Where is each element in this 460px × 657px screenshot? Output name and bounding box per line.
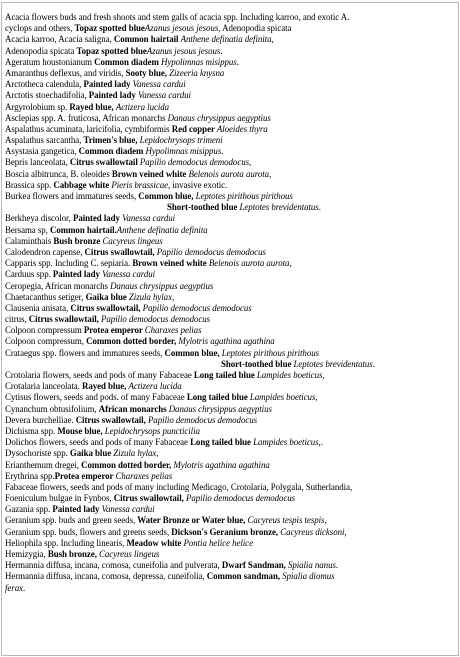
scientific-name: Vanessa cardui bbox=[122, 213, 176, 224]
scientific-name: Papilio demodocus demodocus bbox=[139, 157, 249, 168]
text-line bbox=[5, 482, 457, 493]
plant-text: , bbox=[289, 258, 292, 269]
plant-text: Gazania spp. bbox=[5, 504, 53, 515]
plant-text: Aspalathus sarcantha, bbox=[5, 135, 84, 146]
plant-text: . bbox=[372, 358, 375, 369]
text-line bbox=[5, 202, 457, 213]
common-name: Short-toothed blue bbox=[167, 202, 240, 213]
text-line bbox=[5, 124, 457, 135]
plant-text: Fabaceae flowers, seeds and pods of many including Medicago, Crotolaria, Polygala, Sutherlandia, bbox=[5, 481, 353, 492]
scientific-name: Zizula hylax bbox=[128, 291, 172, 302]
plant-text: , bbox=[249, 157, 252, 168]
text-line bbox=[5, 415, 457, 426]
plant-text: Calaminthais bbox=[5, 235, 54, 246]
text-line bbox=[5, 269, 457, 280]
plant-text: Foeniculum bulgae in Fynbos, bbox=[5, 493, 114, 504]
text-line bbox=[5, 191, 457, 202]
plant-text: Argyrolobium sp. bbox=[5, 101, 70, 112]
text-line bbox=[5, 102, 457, 113]
plant-text: , invasive exotic. bbox=[167, 179, 228, 190]
text-line bbox=[5, 348, 457, 359]
text-line bbox=[5, 370, 457, 381]
plant-text: Burkea flowers and immatures seeds, bbox=[5, 191, 139, 201]
scientific-name: Papilio demodocus demodocus bbox=[142, 302, 252, 313]
plant-text: . bbox=[220, 45, 223, 56]
text-line bbox=[5, 46, 457, 57]
common-name: Common hairtail bbox=[113, 34, 181, 45]
common-name: Rayed blue, bbox=[81, 381, 129, 392]
plant-text: Colpoon compressum, bbox=[5, 336, 87, 347]
scientific-name: Belenois aurota aurota bbox=[188, 168, 270, 179]
common-name: Common hairtail. bbox=[50, 224, 117, 235]
plant-text: Geranium spp. buds and green seeds, bbox=[5, 515, 138, 526]
scientific-name: Pieris brassicae bbox=[111, 179, 168, 190]
plant-text: Calodendron capense, bbox=[5, 246, 85, 257]
scientific-name: Spialia nanus bbox=[287, 560, 336, 571]
text-line bbox=[5, 549, 457, 560]
plant-text: Dichisma spp. bbox=[5, 425, 58, 436]
scientific-name: Mylotris agathina agathina bbox=[178, 336, 275, 347]
scientific-name: Lampides boeticus bbox=[253, 437, 319, 448]
text-line bbox=[5, 236, 457, 247]
text-line bbox=[5, 336, 457, 347]
common-name: Mouse blue, bbox=[57, 425, 105, 436]
scientific-name: Belenois aurota aurota bbox=[208, 258, 290, 269]
text-line bbox=[5, 303, 457, 314]
common-name: Common blue, bbox=[164, 347, 222, 358]
common-name: Painted lady bbox=[52, 504, 102, 515]
scientific-name: Hypolimnas misippus bbox=[160, 56, 237, 67]
common-name: Citrus swallowtail, bbox=[70, 302, 143, 313]
plant-text: . bbox=[23, 582, 26, 593]
plant-text: Hemizygia, bbox=[5, 549, 48, 559]
common-name: Protea emperor bbox=[83, 325, 145, 336]
scientific-name: Cacyreus dicksoni, bbox=[280, 526, 347, 537]
scientific-name: Charaxes pelias bbox=[144, 325, 202, 336]
text-line bbox=[5, 404, 457, 415]
plant-text: Adenopodia spicata bbox=[5, 45, 77, 56]
scientific-name: Danaus chrysippus aegyptius bbox=[168, 403, 272, 414]
plant-text: Bersama sp, bbox=[5, 224, 50, 235]
plant-text: Colpoon compressum bbox=[5, 325, 84, 336]
plant-text: , bbox=[171, 291, 175, 302]
plant-text: . bbox=[221, 146, 224, 157]
text-line bbox=[5, 34, 457, 45]
plant-text: , bbox=[269, 168, 272, 179]
text-line bbox=[5, 359, 457, 370]
plant-text: Chaetacanthus setiger, bbox=[5, 291, 86, 302]
scientific-name: Anthene definatia definita bbox=[116, 224, 208, 235]
scientific-name: Zizeeria knysna bbox=[169, 67, 225, 78]
plant-text: Crotolaria flowers, seeds and pods of many Fabaceae bbox=[5, 370, 194, 380]
plant-text: Aspalathus acuminata, laricifolia, cymbiformis bbox=[5, 123, 172, 134]
plant-text: Hermannia diffusa, incana, comosa, cuneifolia and pulverata, bbox=[5, 560, 222, 571]
text-line bbox=[5, 292, 457, 303]
common-name: Painted lady bbox=[88, 90, 138, 101]
plant-text: Asclepias spp. A. fruticosa, African monarchs bbox=[5, 112, 168, 123]
plant-text: ,. bbox=[318, 437, 323, 448]
text-line bbox=[5, 157, 457, 168]
scientific-name: Papilio demodocus demodocus bbox=[185, 493, 296, 504]
scientific-name: Leptotes brevidentatus bbox=[239, 202, 319, 213]
text-line bbox=[5, 437, 457, 448]
plant-text: Capparis spp. Including C. sepiaria. bbox=[5, 258, 133, 269]
plant-text: Dysochoriste spp. bbox=[5, 448, 70, 459]
common-name: Topaz spotted blue bbox=[74, 23, 145, 34]
plant-text: Crataegus spp. flowers and immatures seeds, bbox=[5, 347, 165, 358]
plant-text: Arctotheca calendula, bbox=[5, 79, 84, 90]
scientific-name: Spialia diomus bbox=[282, 571, 335, 582]
scientific-name: Vanessa cardui bbox=[137, 90, 191, 101]
plant-text: Berkheya discolor, bbox=[5, 213, 73, 224]
text-line bbox=[5, 571, 457, 582]
common-name: Dickson's Geranium bronze, bbox=[171, 526, 281, 537]
scientific-name: Cacyreus tespis tespis bbox=[247, 515, 325, 526]
plant-text: . bbox=[236, 56, 239, 67]
plant-text: Heliophila spp. Including linearis, bbox=[5, 537, 127, 548]
document-page bbox=[1, 2, 459, 656]
plant-text: , bbox=[324, 515, 327, 526]
plant-text: Acacia karroo, Acacia saligna, bbox=[5, 34, 114, 45]
common-name: Painted lady bbox=[83, 79, 133, 90]
scientific-name: Pontia helice helice bbox=[183, 537, 253, 548]
plant-text: Clausenia anisata, bbox=[5, 302, 71, 313]
text-line bbox=[5, 90, 457, 101]
plant-text: Acacia flowers buds and fresh shoots and stem galls of acacia spp. Including karroo, and exotic A. bbox=[5, 12, 350, 22]
text-line bbox=[5, 281, 457, 292]
plant-text: . bbox=[318, 202, 321, 213]
common-name: Topaz spotted blue bbox=[76, 45, 147, 56]
common-name: Brown veined white bbox=[111, 168, 189, 179]
common-name: Rayed blue, bbox=[69, 101, 116, 112]
text-line bbox=[5, 23, 457, 34]
scientific-name: Lampides boeticus, bbox=[249, 392, 318, 403]
scientific-name: Papilio demodocus demodocus bbox=[101, 314, 211, 325]
text-line bbox=[5, 135, 457, 146]
scientific-name: Cacyreus lingeus bbox=[99, 549, 160, 559]
common-name: Long tailed blue bbox=[186, 392, 250, 403]
plant-text: citrus, bbox=[5, 314, 29, 325]
common-name: Bush bronze, bbox=[47, 549, 100, 559]
scientific-name: Zizula hylax bbox=[113, 448, 157, 459]
common-name: Brown veined white bbox=[132, 258, 209, 269]
plant-text: Crotalaria lanceolata. bbox=[5, 381, 82, 392]
common-name: Gaika blue bbox=[69, 448, 114, 459]
scientific-name: Charaxes pelias bbox=[115, 470, 173, 481]
plant-text: Geranium spp. buds, flowers and greens seeds, bbox=[5, 526, 172, 537]
scientific-name: Actizera lucida bbox=[128, 381, 182, 392]
text-line bbox=[5, 113, 457, 124]
common-name: Common dotted border, bbox=[86, 336, 179, 347]
common-name: Gaika blue bbox=[85, 291, 129, 302]
common-name: Citrus swallowtail, bbox=[75, 414, 148, 425]
text-line bbox=[5, 493, 457, 504]
text-line bbox=[5, 448, 457, 459]
common-name: Painted lady bbox=[52, 269, 103, 280]
common-name: Citrus swallowtail, bbox=[28, 314, 101, 325]
common-name: Painted lady bbox=[72, 213, 123, 224]
common-name: Protea emperor bbox=[54, 470, 116, 481]
scientific-name: Actizera lucida bbox=[115, 101, 170, 112]
text-line bbox=[5, 146, 457, 157]
common-name: Common sandman, bbox=[206, 571, 283, 582]
scientific-name: Vanessa cardui bbox=[102, 269, 156, 280]
scientific-name: Lepidochrysops puncticilia bbox=[104, 425, 200, 436]
common-name: Long tailed blue bbox=[190, 437, 254, 448]
common-name: Short-toothed blue bbox=[221, 358, 294, 369]
scientific-name: Anthene definatia definita bbox=[180, 34, 272, 45]
plant-text: Boscia albitrunca, B. oleoides bbox=[5, 168, 112, 179]
common-name: Red copper bbox=[171, 123, 217, 134]
text-line bbox=[5, 426, 457, 437]
text-line bbox=[5, 515, 457, 526]
common-name: Sooty blue, bbox=[125, 67, 170, 78]
scientific-name: Papilio demodocus demodocus bbox=[156, 246, 266, 257]
common-name: Dwarf Sandman, bbox=[221, 560, 288, 571]
text-line bbox=[5, 460, 457, 471]
plant-text: Asystasia gangetica, bbox=[5, 146, 79, 157]
text-line bbox=[5, 560, 457, 571]
text-line bbox=[5, 12, 457, 23]
plant-text: Ceropegia, African monarchs bbox=[5, 280, 111, 291]
text-line bbox=[5, 314, 457, 325]
common-name: Meadow white bbox=[126, 537, 184, 548]
common-name: Common diadem bbox=[78, 146, 146, 157]
scientific-name: Leptotes pirithous pirithous bbox=[195, 191, 293, 201]
text-line bbox=[5, 527, 457, 538]
text-line bbox=[5, 68, 457, 79]
common-name: Common dotted border, bbox=[81, 459, 174, 470]
scientific-name: ferax bbox=[5, 582, 23, 593]
common-name: Common blue, bbox=[138, 191, 196, 201]
scientific-name: Lampides boeticus, bbox=[256, 370, 325, 380]
text-line bbox=[5, 538, 457, 549]
plant-text: cyclops and others, bbox=[5, 23, 75, 34]
common-name: Water Bronze or Water blue, bbox=[137, 515, 248, 526]
text-line bbox=[5, 225, 457, 236]
scientific-name: Lepidochrysops trimeni bbox=[139, 135, 223, 146]
plant-text: Arctotis stoechadifolia, bbox=[5, 90, 89, 101]
common-name: Bush bronze bbox=[53, 235, 103, 246]
scientific-name: Aloeides thyra bbox=[216, 123, 268, 134]
scientific-name: Leptotes pirithous pirithous bbox=[221, 347, 320, 358]
scientific-name: Vanessa cardui bbox=[101, 504, 155, 515]
common-name: Trimen's blue, bbox=[83, 135, 140, 146]
plant-text: Erythrina spp. bbox=[5, 470, 55, 481]
scientific-name: Azanus jesous jesous bbox=[144, 23, 219, 34]
plant-text: , bbox=[271, 34, 274, 45]
text-line bbox=[5, 504, 457, 515]
common-name: Cabbage white bbox=[53, 179, 112, 190]
text-line bbox=[5, 180, 457, 191]
scientific-name: Azanus jesous jesous bbox=[146, 45, 221, 56]
common-name: African monarchs bbox=[98, 403, 169, 414]
plant-text: , Adenopodia spicata bbox=[218, 23, 292, 34]
plant-text: Cynanchum obtusifolium, bbox=[5, 403, 99, 414]
common-name: Common diadem bbox=[94, 56, 161, 67]
plant-text: Amaranthus deflexus, and viridis, bbox=[5, 67, 126, 78]
common-name: Citrus swallowtail bbox=[69, 157, 140, 168]
scientific-name: Mylotris agathina agathina bbox=[173, 459, 270, 470]
plant-text: Hermannia diffusa, incana, comosa, depressa, cuneifolia, bbox=[5, 571, 207, 582]
text-line bbox=[5, 57, 457, 68]
text-line bbox=[5, 381, 457, 392]
host-plant-list bbox=[5, 12, 457, 594]
common-name: Long tailed blue bbox=[193, 370, 257, 380]
scientific-name: Vanessa cardui bbox=[132, 79, 186, 90]
plant-text: . bbox=[335, 560, 339, 571]
scientific-name: Danaus chrysippus aegyptius bbox=[167, 112, 271, 123]
text-line bbox=[5, 247, 457, 258]
plant-text: Cytisus flowers, seeds and pods. of many Fabaceae bbox=[5, 392, 187, 403]
plant-text: Brassica spp. bbox=[5, 179, 54, 190]
plant-text: Dolichos flowers, seeds and pods of many Fabaceae bbox=[5, 437, 191, 448]
text-line bbox=[5, 325, 457, 336]
scientific-name: Leptotes brevidentatus bbox=[293, 358, 373, 369]
common-name: Citrus swallowtail, bbox=[113, 493, 186, 504]
scientific-name: Cacyreus lingeus bbox=[102, 235, 163, 246]
text-line bbox=[5, 471, 457, 482]
text-line bbox=[5, 169, 457, 180]
text-line bbox=[5, 392, 457, 403]
text-line bbox=[5, 258, 457, 269]
scientific-name: Danaus chrysippus aegyptius bbox=[110, 280, 214, 291]
text-line bbox=[5, 583, 457, 594]
plant-text: Devera burchelliae. bbox=[5, 414, 76, 425]
common-name: Citrus swallowtail, bbox=[84, 246, 157, 257]
text-line bbox=[5, 213, 457, 224]
plant-text: Erianthemum dregei, bbox=[5, 459, 82, 470]
scientific-name: Hypolimnas misippus bbox=[145, 146, 222, 157]
scientific-name: Papilio demodocus demodocus bbox=[147, 414, 258, 425]
plant-text: , bbox=[156, 448, 159, 459]
plant-text: Bepris lanceolata, bbox=[5, 157, 70, 168]
text-line bbox=[5, 79, 457, 90]
plant-text: Ageratum houstonianum bbox=[5, 56, 95, 67]
plant-text: Carduus spp. bbox=[5, 269, 53, 280]
